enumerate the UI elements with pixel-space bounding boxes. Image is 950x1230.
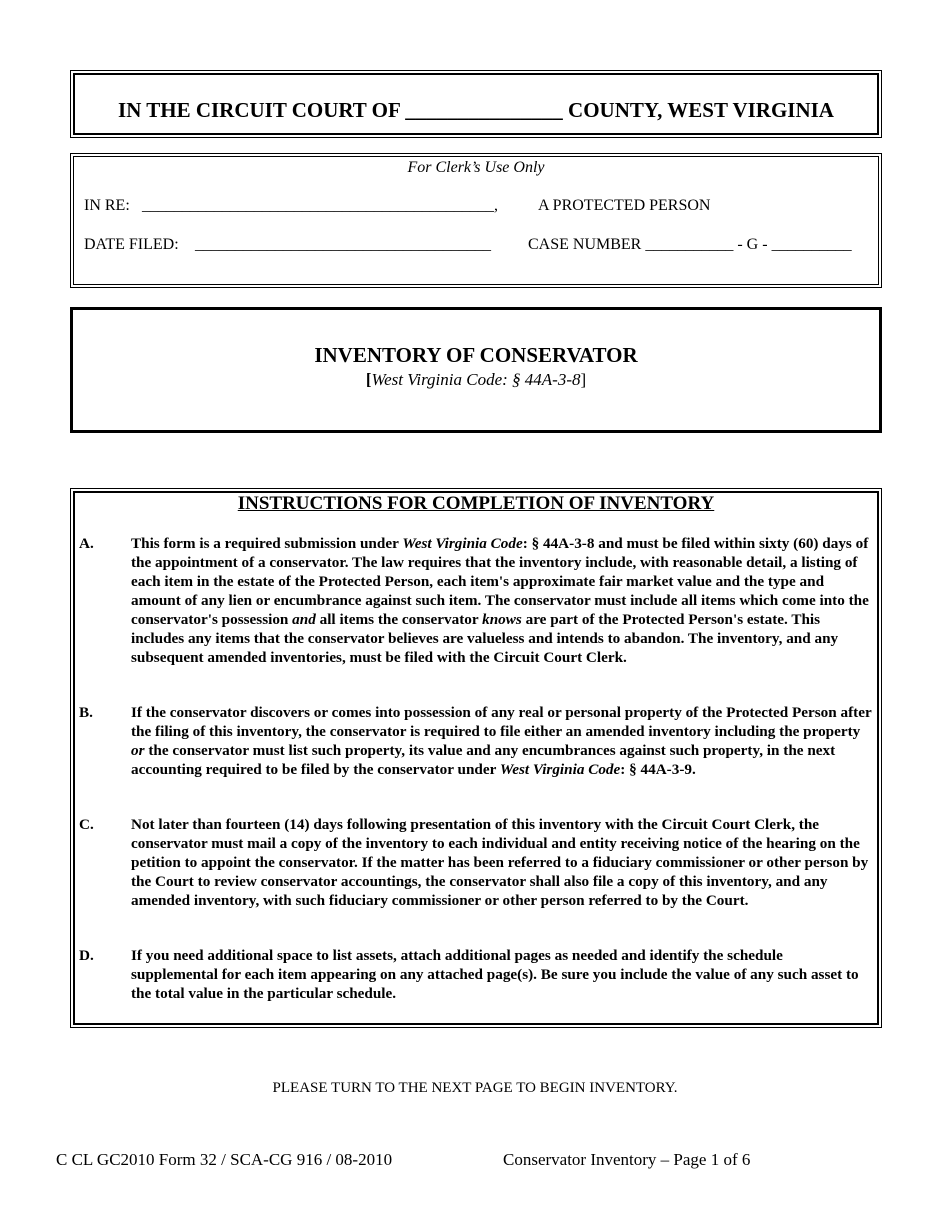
instruction-letter: B. xyxy=(79,704,93,721)
instruction-item-a xyxy=(79,534,873,667)
instructions-box xyxy=(70,488,882,1028)
case-number-field[interactable]: CASE NUMBER ___________ - G - __________ xyxy=(528,236,852,253)
date-filed-field[interactable]: _____________________________________ xyxy=(195,236,491,253)
instruction-text: Not later than fourteen (14) days following presentation of this inventory with the Circuit Court Clerk, the conservator must mail a copy of the inventory to each individual and entity receiving notice of the hearing on the petition to appoint the conservator. If the matter has been referred to a fiduciary commissioner or other person by the Court to review conservator accountings, the conservator shall also file a copy of this inventory, and any amended inventory, with such fiduciary commissioner or other person referred to by the Court. xyxy=(131,816,869,909)
form-title-box xyxy=(70,307,882,433)
footer-page-label: Conservator Inventory – Page 1 of 6 xyxy=(503,1150,751,1169)
in-re-label: IN RE: xyxy=(84,197,130,214)
instruction-letter: A. xyxy=(79,535,94,552)
instruction-letter: D. xyxy=(79,947,94,964)
court-header-box xyxy=(70,70,882,138)
protected-person-label: A PROTECTED PERSON xyxy=(538,197,711,214)
instruction-letter: C. xyxy=(79,816,94,833)
instruction-text: If you need additional space to list assets, attach additional pages as needed and identify the schedule supplemental for each item appearing on any attached page(s). Be sure you include the value of any such asset to the total value in the particular schedule. xyxy=(131,947,859,1002)
clerk-use-title: For Clerk’s Use Only xyxy=(407,159,545,176)
court-title: IN THE CIRCUIT COURT OF _______________ COUNTY, WEST VIRGINIA xyxy=(118,98,834,122)
form-title: INVENTORY OF CONSERVATOR xyxy=(314,343,638,367)
footer-form-id: C CL GC2010 Form 32 / SCA-CG 916 / 08-2010 xyxy=(56,1150,393,1169)
date-filed-label: DATE FILED: xyxy=(84,236,179,253)
turn-page-notice: PLEASE TURN TO THE NEXT PAGE TO BEGIN INVENTORY. xyxy=(272,1080,678,1096)
clerk-use-box xyxy=(70,153,882,288)
instructions-heading: INSTRUCTIONS FOR COMPLETION OF INVENTORY xyxy=(237,493,715,514)
instruction-item-b xyxy=(79,703,873,779)
instruction-text: If the conservator discovers or comes into possession of any real or personal property of the Protected Person after the filing of this inventory, the conservator is required to file either an amended inventory including the property or the conservator must list such property, its value and any encumbrances against such property, in the next accounting required to be filed by the conservator under West Virginia Code: § 44A-3-9. xyxy=(131,704,872,778)
instruction-text: This form is a required submission under West Virginia Code: § 44A-3-8 and must be filed within sixty (60) days of the appointment of a conservator. The law requires that the inventory include, with reasonable detail, a listing of each item in the estate of the Protected Person, each item's approximate fair market value and the type and amount of any lien or encumbrance against such item. The conservator must include all items which come into the conservator's possession and all items the conservator knows are part of the Protected Person's estate. This includes any items that the conservator believes are valueless and intends to abandon. The inventory, and any subsequent amended inventories, must be filed with the Circuit Court Clerk. xyxy=(131,535,869,666)
instruction-item-d xyxy=(79,946,873,1003)
in-re-field[interactable]: ____________________________________________, xyxy=(142,197,498,214)
instruction-item-c xyxy=(79,815,873,910)
form-citation: [West Virginia Code: § 44A-3-8] xyxy=(365,370,587,389)
